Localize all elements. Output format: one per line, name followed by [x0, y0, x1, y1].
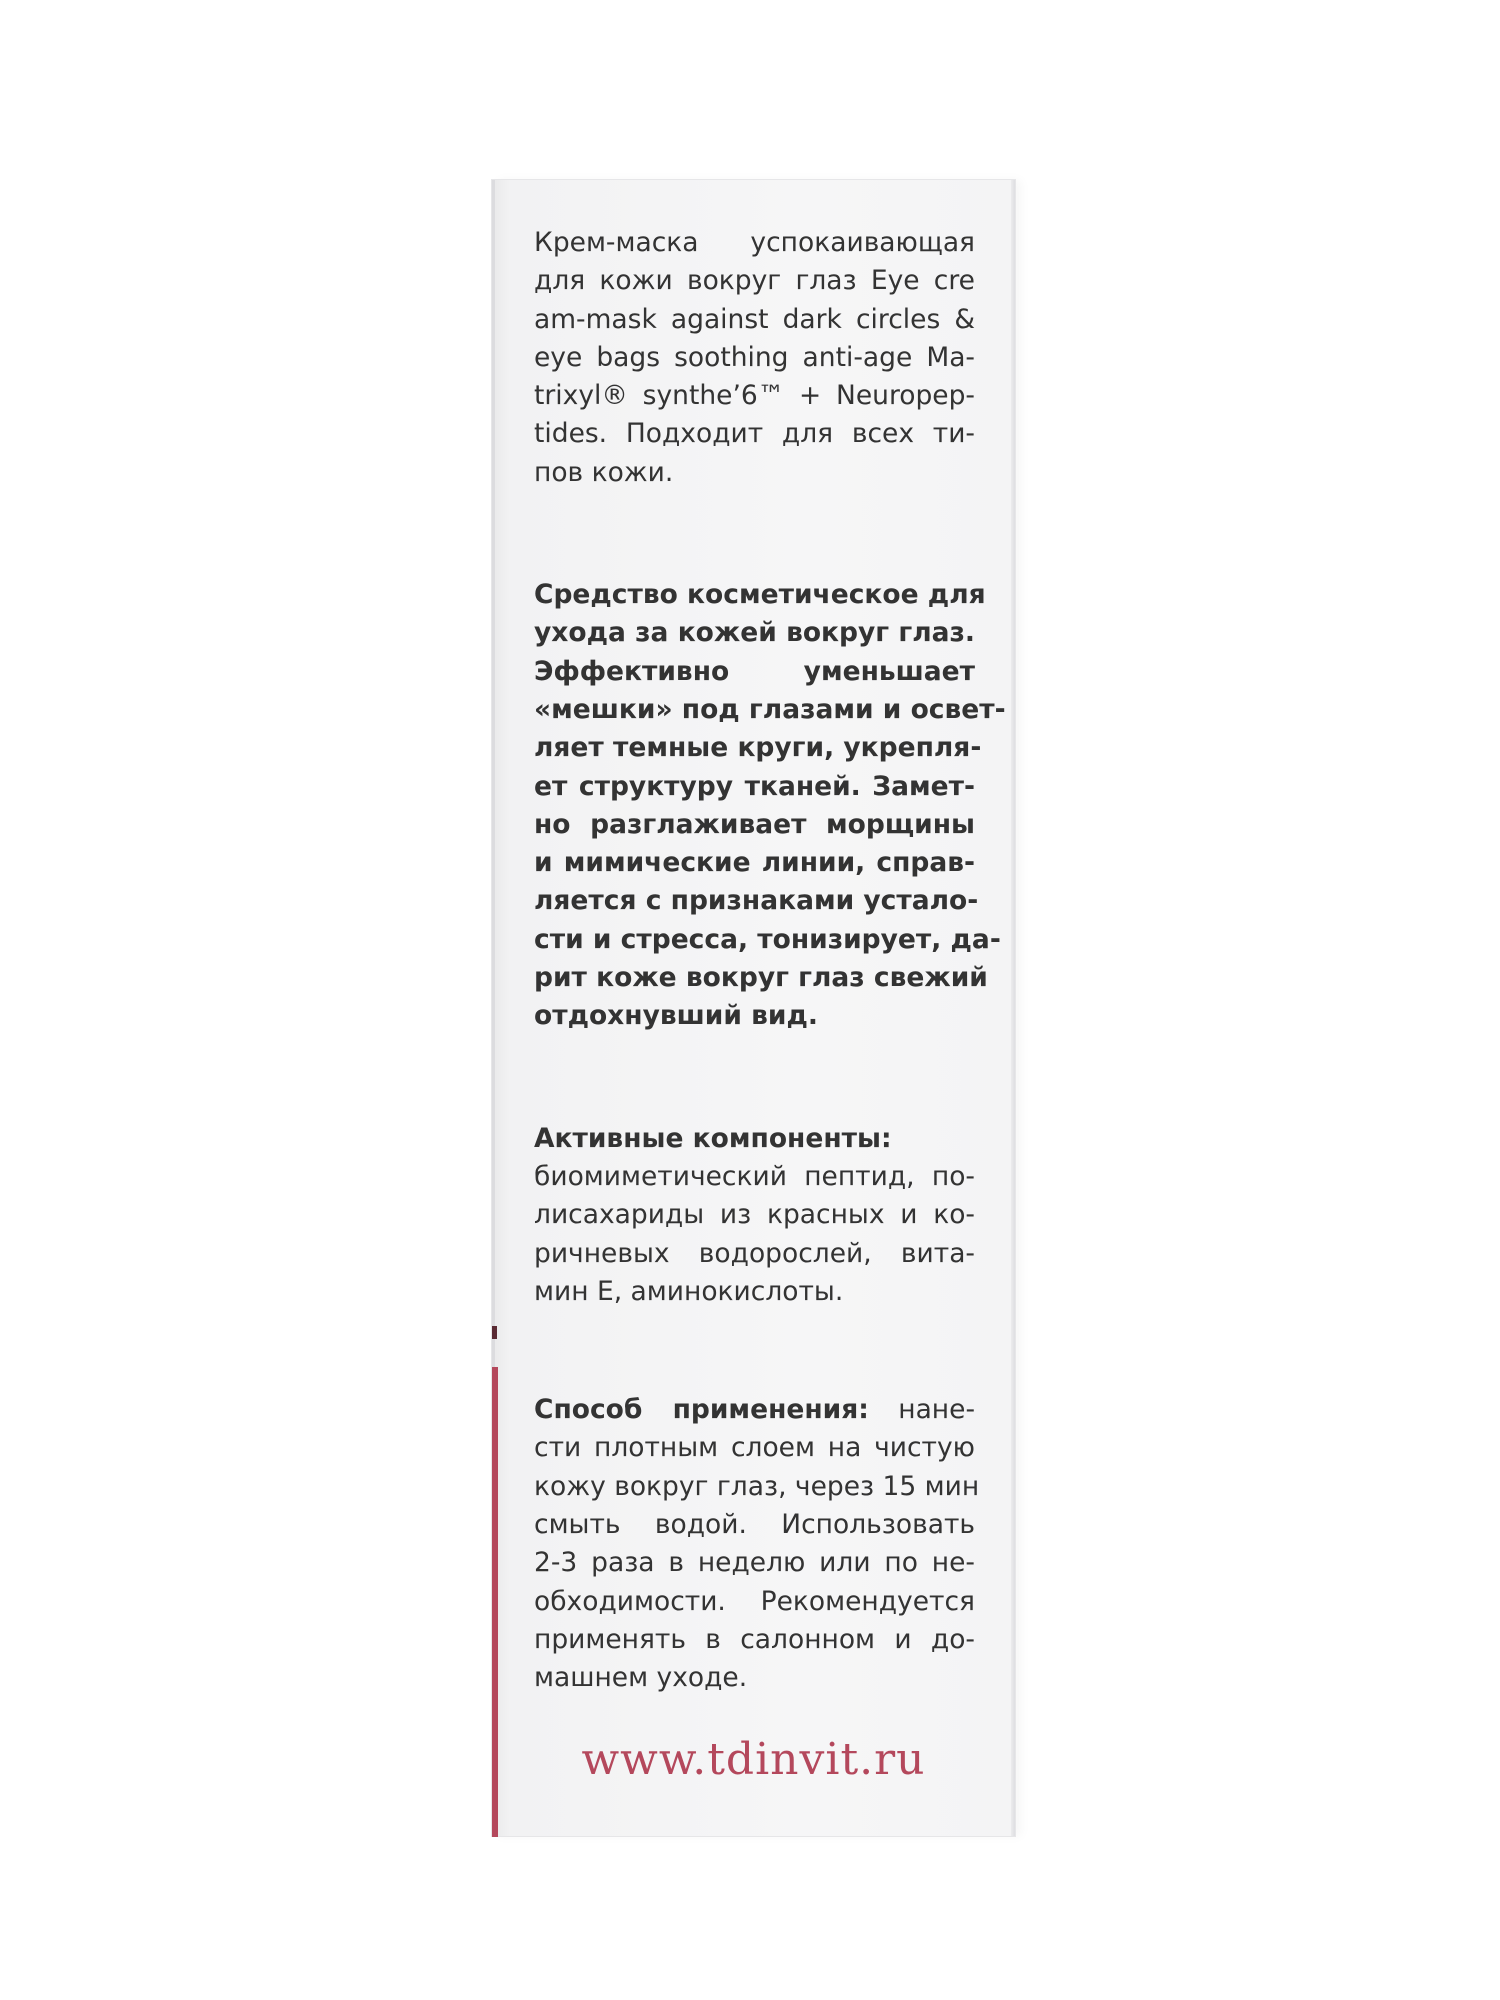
description-line: «мешки» под глазами и освет- — [534, 693, 1006, 725]
usage-paragraph — [534, 1391, 980, 1697]
intro-line: для кожи вокруг глаз Eye cre — [534, 265, 975, 297]
product-description-paragraph — [534, 576, 1006, 1036]
description-line: Средство косметическое для — [534, 579, 986, 611]
product-box-side-panel — [492, 180, 1015, 1836]
usage-line: применять в салонном и до- — [534, 1623, 975, 1655]
description-line: сти и стресса, тонизирует, да- — [534, 923, 1001, 955]
intro-line: Крем-маска успокаивающая — [534, 227, 975, 258]
description-line: ляет темные круги, укрепля- — [534, 732, 982, 764]
usage-line: машнем уходе. — [534, 1662, 748, 1694]
description-line: ляется с признаками устало- — [534, 885, 979, 917]
description-line: отдохнувший вид. — [534, 1000, 818, 1032]
usage-line: 2-3 раза в неделю или по не- — [534, 1547, 975, 1579]
active-components-paragraph — [534, 1120, 975, 1311]
box-right-edge — [1011, 180, 1015, 1836]
intro-line: пов кожи. — [534, 456, 674, 488]
intro-line: trixyl® synthe’6™ + Neuropep- — [534, 380, 975, 412]
usage-line: кожу вокруг глаз, через 15 мин — [534, 1470, 980, 1502]
usage-first-line-rest: нане- — [868, 1394, 976, 1426]
usage-line: сти плотным слоем на чистую — [534, 1432, 975, 1464]
intro-line: tides. Подходит для всех ти- — [534, 418, 975, 450]
active-components-line: лисахариды из красных и ко- — [534, 1199, 975, 1231]
description-line: но разглаживает морщины — [534, 808, 975, 840]
active-components-line: мин Е, аминокислоты. — [534, 1275, 844, 1307]
usage-first-line — [534, 1391, 975, 1429]
active-components-line: биомиметический пептид, по- — [534, 1160, 975, 1192]
website-url: www.tdinvit.ru — [581, 1734, 926, 1785]
intro-line: am-mask against dark circles & — [534, 303, 975, 335]
active-components-line: ричневых водорослей, вита- — [534, 1237, 975, 1269]
box-edge-mark — [492, 1326, 497, 1339]
description-line: рит коже вокруг глаз свежий — [534, 962, 988, 994]
description-line: и мимические линии, справ- — [534, 847, 975, 879]
usage-line: обходимости. Рекомендуется — [534, 1585, 975, 1617]
product-title-paragraph — [534, 224, 975, 492]
description-line: ет структуру тканей. Замет- — [534, 770, 975, 802]
description-line: Эффективно уменьшает — [534, 655, 975, 687]
intro-line: eye bags soothing anti-age Ma- — [534, 341, 975, 373]
description-line: ухода за кожей вокруг глаз. — [534, 617, 975, 649]
product-text-column — [534, 224, 1006, 1698]
usage-heading: Способ применения: — [534, 1394, 869, 1426]
active-components-heading: Активные компоненты: — [534, 1122, 892, 1154]
usage-line: смыть водой. Использовать — [534, 1509, 975, 1541]
